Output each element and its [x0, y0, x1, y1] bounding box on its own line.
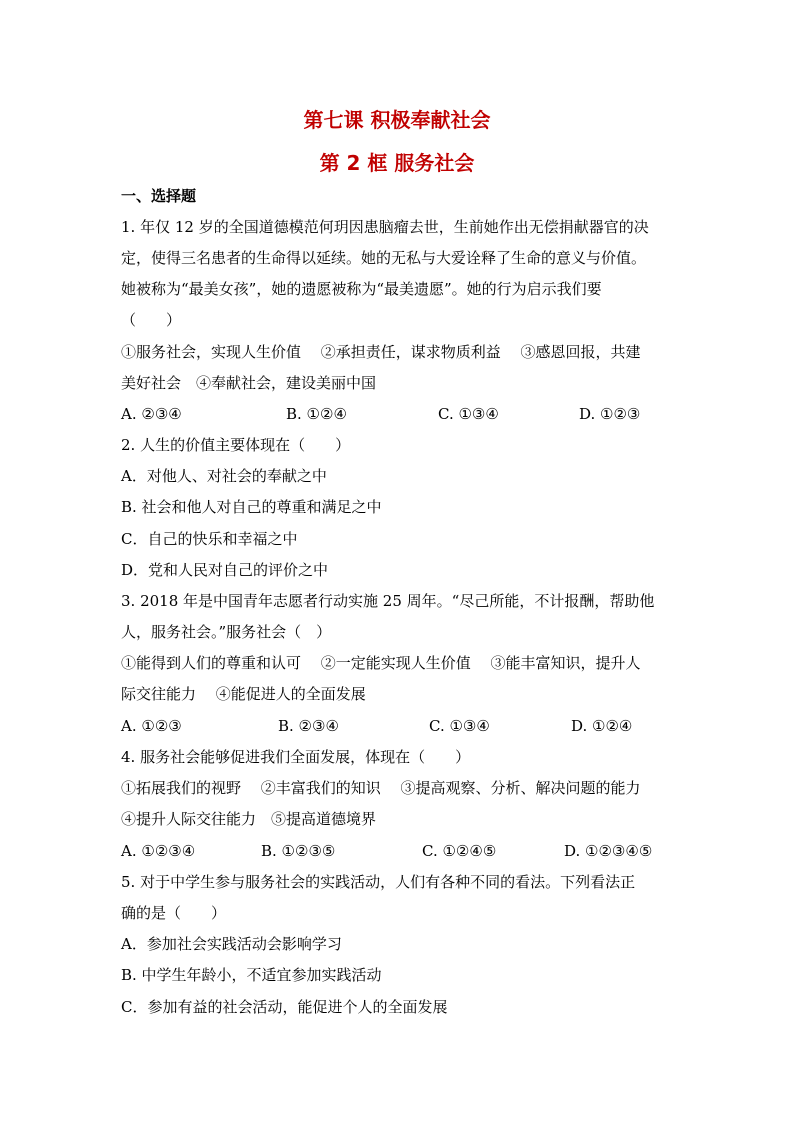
q3-line: 3. 2018 年是中国青年志愿者行动实施 25 周年。“尽己所能，不计报酬，帮助他: [121, 592, 655, 610]
q5-line: 5. 对于中学生参与服务社会的实践活动，人们有各种不同的看法。下列看法正: [121, 873, 636, 891]
q2-choice-c: C．自己的快乐和幸福之中: [121, 530, 298, 548]
option-d: D. ①②③④⑤: [564, 842, 653, 860]
q1-line: 1. 年仅 12 岁的全国道德模范何玥因患脑瘤去世，生前她作出无偿捐献器官的决: [121, 218, 649, 236]
q1-line: 定，使得三名患者的生命得以延续。她的无私与大爱诠释了生命的意义与价值。: [121, 249, 647, 267]
q1-line: （ ）: [121, 311, 182, 329]
q1-options: [121, 404, 681, 424]
option-a: A. ①②③: [121, 717, 182, 735]
option-d: D. ①②③: [579, 405, 641, 423]
section-heading: 一、选择题: [121, 187, 197, 205]
q5-choice-c: C．参加有益的社会活动，能促进个人的全面发展: [121, 998, 448, 1016]
q4-options: [121, 841, 681, 861]
q2-choice-a: A．对他人、对社会的奉献之中: [121, 467, 327, 485]
q4-line: ①拓展我们的视野 ②丰富我们的知识 ③提高观察、分析、解决问题的能力: [121, 779, 641, 797]
q3-line: 人，服务社会。”服务社会（ ）: [121, 623, 332, 641]
option-b: B. ①②③⑤: [261, 842, 336, 860]
lesson-subtitle: 第 2 框 服务社会: [319, 151, 475, 175]
option-a: A. ①②③④: [121, 842, 196, 860]
q1-line: 美好社会 ④奉献社会，建设美丽中国: [121, 374, 377, 392]
q5-line: 确的是（ ）: [121, 904, 227, 922]
option-a: A. ②③④: [121, 405, 182, 423]
q1-line: ①服务社会，实现人生价值 ②承担责任，谋求物质利益 ③感恩回报，共建: [121, 343, 641, 361]
q3-options: [121, 716, 681, 736]
option-d: D. ①②④: [571, 717, 633, 735]
option-c: C. ①③④: [438, 405, 499, 423]
q2-choice-d: D．党和人民对自己的评价之中: [121, 561, 329, 579]
q2-choice-b: B. 社会和他人对自己的尊重和满足之中: [121, 498, 382, 516]
q4-line: ④提升人际交往能力 ⑤提高道德境界: [121, 810, 377, 828]
lesson-title: 第七课 积极奉献社会: [303, 108, 491, 132]
q2-stem: 2. 人生的价值主要体现在（ ）: [121, 436, 351, 454]
q4-line: 4. 服务社会能够促进我们全面发展，体现在（ ）: [121, 748, 471, 766]
option-c: C. ①③④: [429, 717, 490, 735]
q3-line: 际交往能力 ④能促进人的全面发展: [121, 685, 366, 703]
option-b: B. ①②④: [286, 405, 347, 423]
q3-line: ①能得到人们的尊重和认可 ②一定能实现人生价值 ③能丰富知识，提升人: [121, 654, 641, 672]
option-b: B. ②③④: [278, 717, 339, 735]
q5-choice-b: B. 中学生年龄小，不适宜参加实践活动: [121, 966, 382, 984]
option-c: C. ①②④⑤: [422, 842, 497, 860]
q1-line: 她被称为“最美女孩”，她的遗愿被称为“最美遗愿”。她的行为启示我们要: [121, 280, 602, 298]
q5-choice-a: A．参加社会实践活动会影响学习: [121, 935, 342, 953]
